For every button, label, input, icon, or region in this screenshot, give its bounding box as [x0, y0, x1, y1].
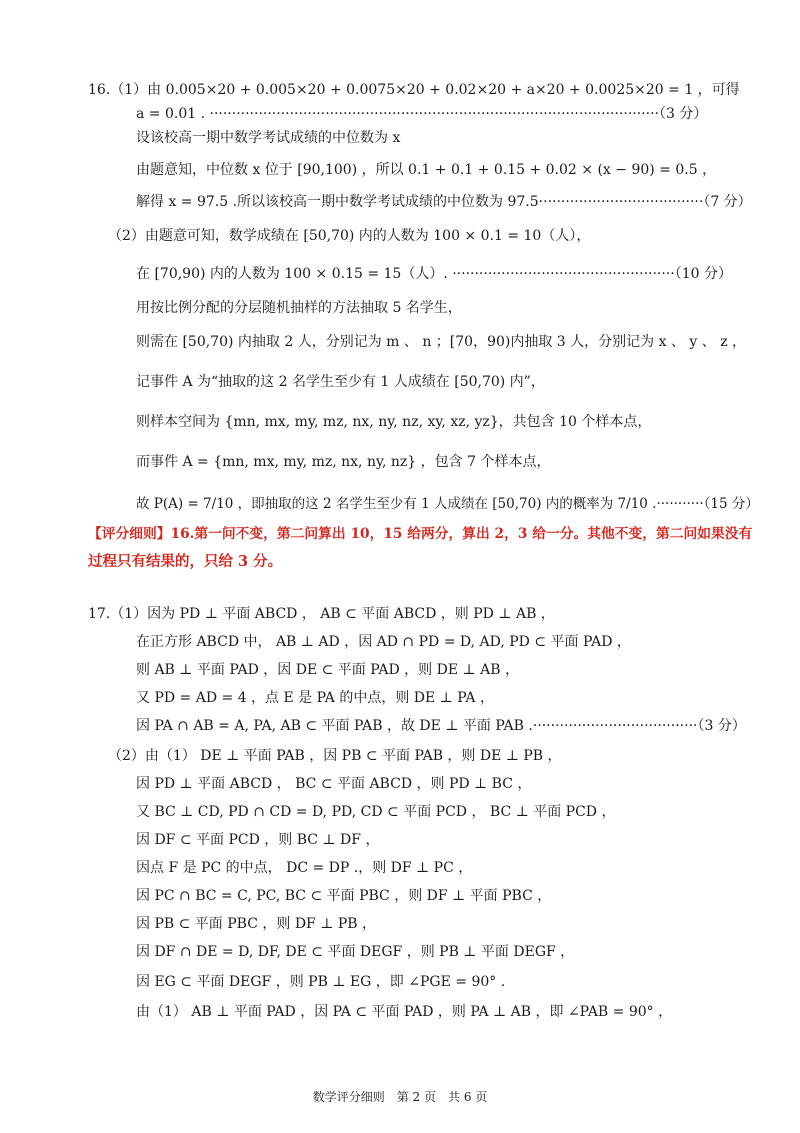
- p16-line-8: 用按比例分配的分层随机抽样的方法抽取 5 名学生，: [136, 300, 462, 316]
- p17-line-4: 又 PD = AD = 4 ，点 E 是 PA 的中点，则 DE ⊥ PA ，: [136, 690, 494, 706]
- p16-rubric-2: 过程只有结果的，只给 3 分。: [88, 553, 283, 570]
- p16-line-4: 由题意知，中位数 x 位于 [90,100) ，所以 0.1 + 0.1 + 0.15 + 0.02 × (x − 90) = 0.5 ，: [136, 162, 717, 178]
- p17-line-8: 又 BC ⊥ CD, PD ∩ CD = D, PD, CD ⊂ 平面 PCD ， BC ⊥ 平面 PCD ，: [136, 804, 616, 820]
- p16-rubric-1: 【评分细则】16.第一问不变，第二问算出 10，15 给两分，算出 2，3 给一分。其他不变，第二问如果没有: [88, 526, 753, 542]
- p16-line-5: 解得 x = 97.5 .所以该校高一期中数学考试成绩的中位数为 97.5·····································（7 分）: [136, 194, 752, 210]
- p17-line-14: 因 EG ⊂ 平面 DEGF ，则 PB ⊥ EG ，即 ∠PGE = 90° .: [136, 974, 506, 990]
- p17-line-2: 在正方形 ABCD 中， AB ⊥ AD ，因 AD ∩ PD = D, AD, PD ⊂ 平面 PAD ，: [136, 634, 631, 650]
- p16-line-11: 则样本空间为 {mn, mx, my, mz, nx, ny, nz, xy, xz, yz}，共包含 10 个样本点，: [136, 414, 652, 430]
- p17-line-15: 由（1） AB ⊥ 平面 PAD ，因 PA ⊂ 平面 PAD ，则 PA ⊥ AB ，即 ∠PAB = 90° ，: [136, 1004, 673, 1020]
- p17-line-5: 因 PA ∩ AB = A, PA, AB ⊂ 平面 PAB ，故 DE ⊥ 平面 PAB .·····································（3 分）: [136, 718, 746, 734]
- p16-line-3: 设该校高一期中数学考试成绩的中位数为 x: [136, 130, 401, 146]
- p17-line-13: 因 DF ∩ DE = D, DF, DE ⊂ 平面 DEGF ，则 PB ⊥ 平面 DEGF ，: [136, 944, 575, 960]
- p17-line-1: 17.（1）因为 PD ⊥ 平面 ABCD ， AB ⊂ 平面 ABCD ，则 PD ⊥ AB ，: [88, 606, 555, 622]
- p16-line-12: 而事件 A = {mn, mx, my, mz, nx, ny, nz} ，包含 7 个样本点，: [136, 454, 551, 470]
- p16-line-6: （2）由题意可知，数学成绩在 [50,70) 内的人数为 100 × 0.1 = 10（人），: [108, 228, 591, 244]
- page-footer: 数学评分细则 第 2 页 共 6 页: [312, 1090, 488, 1104]
- p17-line-3: 则 AB ⊥ 平面 PAD ，因 DE ⊂ 平面 PAD ，则 DE ⊥ AB ，: [136, 662, 519, 678]
- p16-line-10: 记事件 A 为“抽取的这 2 名学生至少有 1 人成绩在 [50,70) 内”，: [136, 374, 545, 390]
- p16-line-9: 则需在 [50,70) 内抽取 2 人，分别记为 m 、 n ；[70，90)内抽取 3 人，分别记为 x 、 y 、 z ，: [136, 334, 747, 350]
- p16-line-13: 故 P(A) = 7/10 ，即抽取的这 2 名学生至少有 1 人成绩在 [50,70) 内的概率为 7/10 .···········（15 分）: [136, 496, 759, 512]
- p17-line-7: 因 PD ⊥ 平面 ABCD ， BC ⊂ 平面 ABCD ，则 PD ⊥ BC ，: [136, 776, 532, 792]
- p17-line-10: 因点 F 是 PC 的中点， DC = DP .，则 DF ⊥ PC ，: [136, 860, 473, 876]
- p17-line-9: 因 DF ⊂ 平面 PCD ，则 BC ⊥ DF ，: [136, 832, 380, 848]
- p16-line-1: 16.（1）由 0.005×20 + 0.005×20 + 0.0075×20 + 0.02×20 + a×20 + 0.0025×20 = 1 ，可得: [88, 82, 740, 98]
- p17-line-12: 因 PB ⊂ 平面 PBC ，则 DF ⊥ PB ，: [136, 916, 376, 932]
- p16-line-7: 在 [70,90) 内的人数为 100 × 0.15 = 15（人）. ··················································（10 分）: [136, 266, 732, 282]
- p17-line-11: 因 PC ∩ BC = C, PC, BC ⊂ 平面 PBC ，则 DF ⊥ 平面 PBC ，: [136, 888, 552, 904]
- p17-line-6: （2）由（1） DE ⊥ 平面 PAB ，因 PB ⊂ 平面 PAB ，则 DE ⊥ PB ，: [108, 748, 562, 764]
- p16-line-2: a = 0.01 . ·····································································································（3 分）: [136, 106, 708, 122]
